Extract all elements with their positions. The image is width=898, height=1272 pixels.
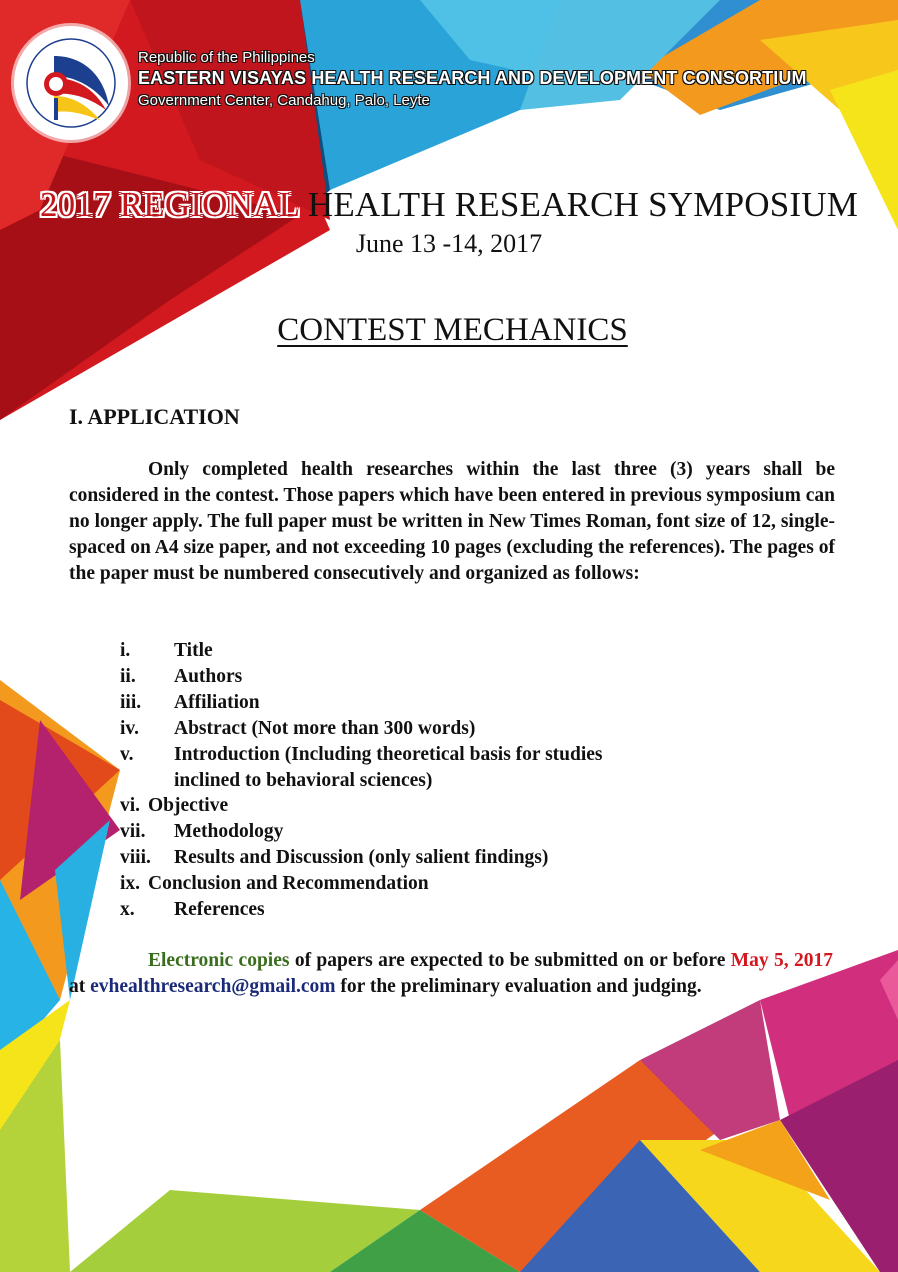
country-text: Republic of the Philippines (138, 49, 315, 66)
application-heading: I. APPLICATION (69, 404, 240, 429)
list-item-number: viii. (120, 847, 151, 869)
organization-name: EASTERN VISAYAS HEALTH RESEARCH AND DEVELOPMENT CONSORTIUM (138, 68, 807, 88)
list-item-number: ix. (120, 873, 141, 895)
list-item-number: iv. (120, 717, 139, 739)
ev-consortium-seal-icon (14, 26, 128, 140)
list-item-number: ii. (120, 665, 136, 687)
list-item-number: v. (120, 743, 134, 765)
list-item (120, 716, 720, 742)
submission-text: for the preliminary evaluation and judging. (335, 976, 702, 997)
list-item (120, 690, 720, 716)
consortium-logo (14, 26, 128, 140)
list-item-text: Introduction (Including theoretical basis for studies (174, 743, 603, 765)
list-item-continuation (120, 768, 720, 794)
list-item (120, 793, 720, 819)
event-title-rest: HEALTH RESEARCH SYMPOSIUM (298, 185, 859, 224)
list-item (120, 845, 720, 871)
submission-email: evhealthresearch@gmail.com (90, 976, 336, 997)
list-item-text: inclined to behavioral sciences) (174, 769, 433, 791)
list-item-text: Objective (148, 795, 229, 817)
event-title-highlight: 2017 REGIONAL (39, 185, 299, 224)
list-item (120, 871, 720, 897)
list-item (120, 664, 720, 690)
list-item (120, 897, 720, 923)
submission-deadline: May 5, 2017 (730, 950, 833, 971)
submission-text: at (69, 976, 91, 997)
paper-structure-list (120, 638, 720, 923)
event-title (0, 185, 898, 225)
list-item-number: iii. (120, 691, 142, 713)
submission-text: of papers are expected to be submitted on or before (289, 950, 731, 971)
list-item-text: Authors (174, 665, 243, 687)
list-item-text: Results and Discussion (only salient findings) (174, 847, 549, 869)
event-dates: June 13 -14, 2017 (355, 229, 543, 258)
list-item-number: vi. (120, 795, 141, 817)
section-heading-text: CONTEST MECHANICS (277, 312, 628, 348)
list-item-text: Conclusion and Recommendation (148, 873, 429, 895)
submission-lead: Electronic copies (148, 950, 290, 971)
list-item-text: Affiliation (174, 691, 260, 713)
list-item-number: vii. (120, 821, 146, 843)
list-item-number: x. (120, 899, 135, 921)
list-item-text: Methodology (174, 821, 284, 843)
list-item-text: References (174, 899, 265, 921)
list-item-text: Title (174, 640, 213, 661)
list-item (120, 742, 720, 768)
submission-paragraph (69, 948, 833, 1000)
list-item-text: Abstract (Not more than 300 words) (174, 717, 476, 739)
list-item (120, 819, 720, 845)
application-paragraph: Only completed health researches within the last three (3) years shall be considered in the contest. Those papers which have been entered in previous symposium can no longer apply. The full paper must be written in New Times Roman, font size of 12, single-spaced on A4 size paper, and not exceeding 10 pages (excluding the references). The pages of the paper must be numbered consecutively and organized as follows: (69, 459, 835, 584)
section-heading (0, 312, 898, 349)
list-item-number: i. (120, 640, 131, 661)
organization-address: Government Center, Candahug, Palo, Leyte (138, 92, 430, 109)
list-item (120, 638, 720, 664)
